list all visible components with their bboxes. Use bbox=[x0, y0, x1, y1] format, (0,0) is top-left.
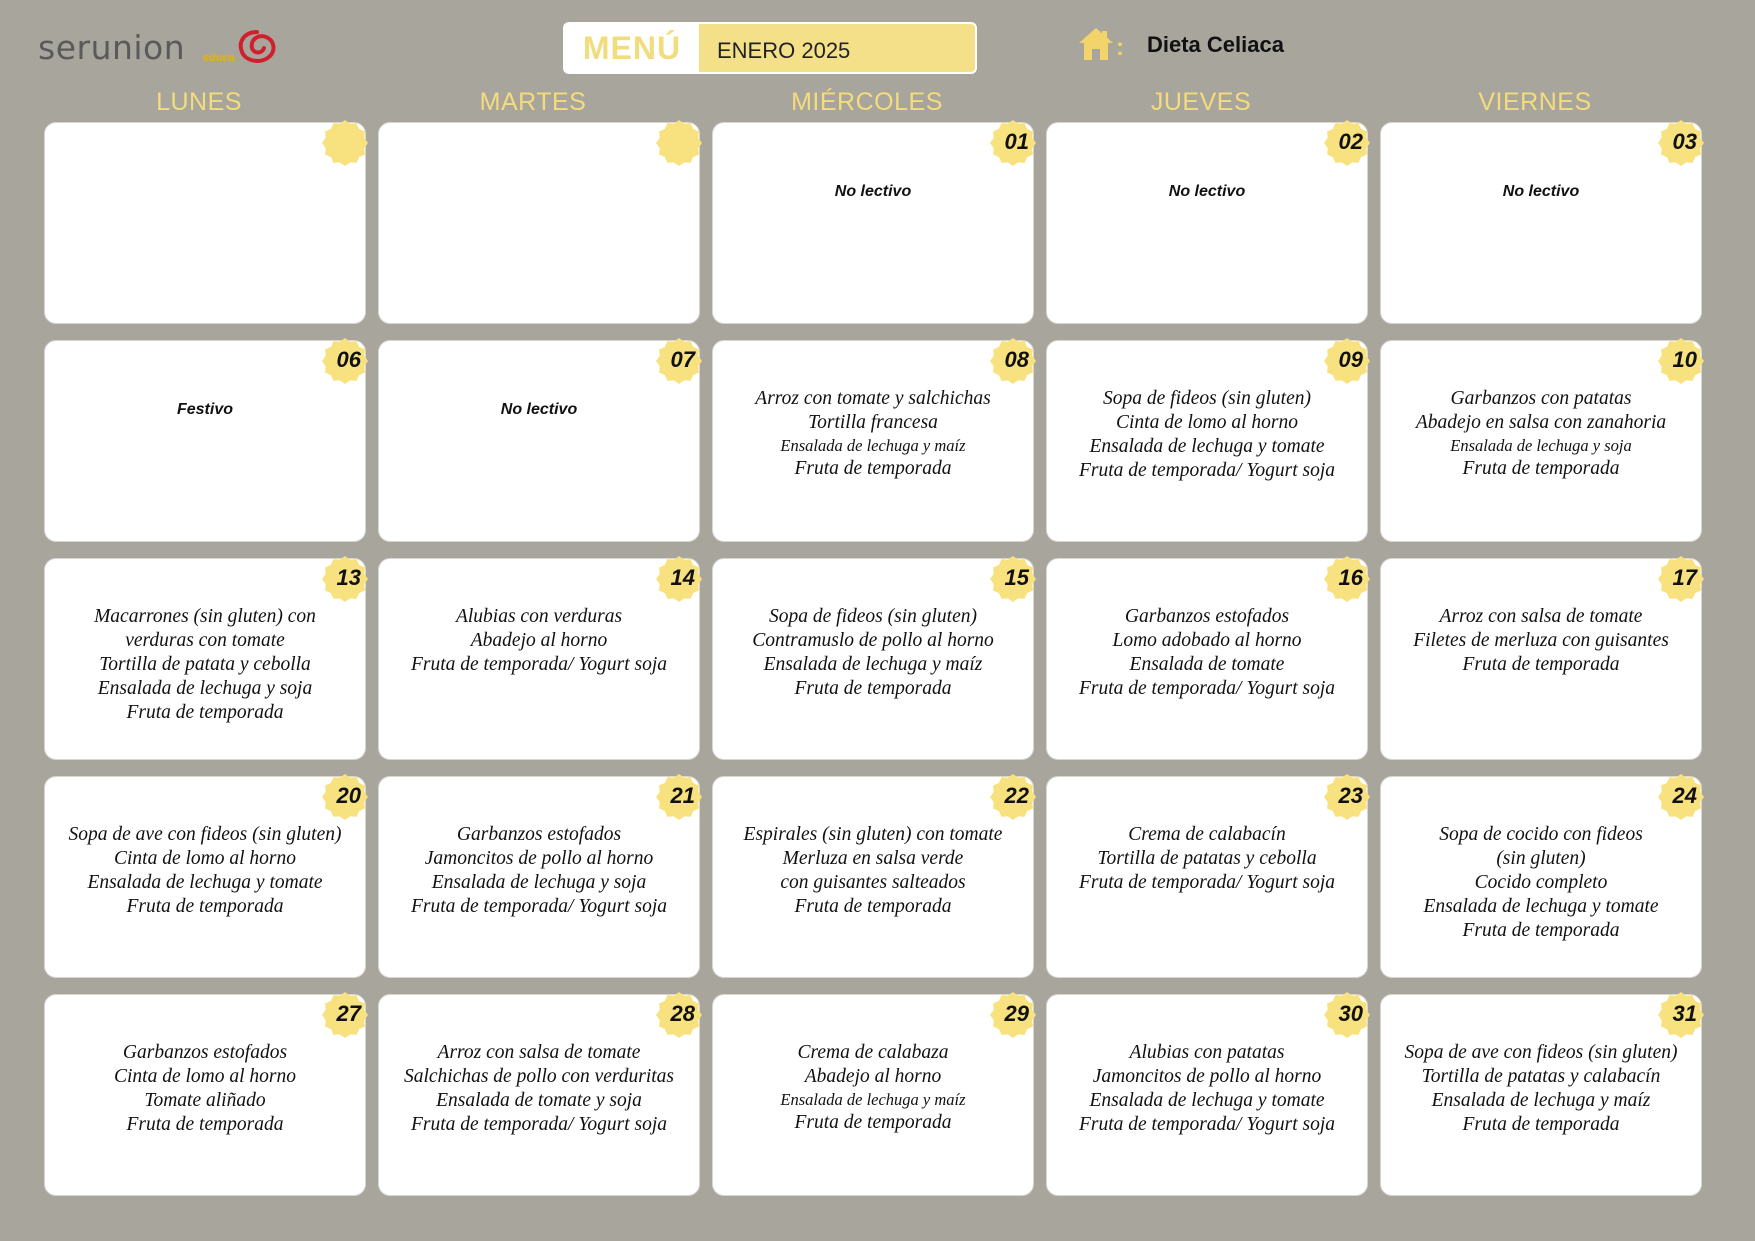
day-badge bbox=[1323, 337, 1371, 385]
day-cell bbox=[1046, 558, 1368, 760]
menu-items bbox=[385, 823, 693, 919]
menu-item: Garbanzos con patatas bbox=[1450, 388, 1632, 409]
menu-item: Fruta de temporada bbox=[1462, 458, 1620, 479]
day-number: 06 bbox=[336, 347, 361, 372]
day-badge bbox=[1323, 773, 1371, 821]
menu-item: Arroz con salsa de tomate bbox=[1439, 606, 1643, 627]
menu-item: Ensalada de tomate bbox=[1129, 654, 1285, 675]
menu-item: Jamoncitos de pollo al horno bbox=[1092, 1066, 1322, 1087]
day-badge bbox=[655, 991, 703, 1039]
day-cell bbox=[1380, 776, 1702, 978]
day-badge bbox=[321, 991, 369, 1039]
day-note: No lectivo bbox=[834, 183, 912, 200]
menu-item: Lomo adobado al horno bbox=[1112, 630, 1302, 651]
menu-item: Ensalada de tomate y soja bbox=[436, 1090, 642, 1111]
day-badge bbox=[1323, 555, 1371, 603]
menu-label: MENÚ bbox=[582, 29, 682, 66]
menu-items bbox=[1053, 1041, 1361, 1137]
menu-item: Tortilla francesa bbox=[808, 412, 938, 433]
menu-item: Fruta de temporada bbox=[1462, 920, 1620, 941]
day-cell bbox=[712, 558, 1034, 760]
day-number: 23 bbox=[1338, 783, 1363, 808]
day-note: No lectivo bbox=[1168, 183, 1246, 200]
day-badge bbox=[989, 991, 1037, 1039]
menu-item: Ensalada de lechuga y soja bbox=[97, 678, 313, 699]
day-cell bbox=[44, 122, 366, 324]
menu-item: Alubias con patatas bbox=[1129, 1042, 1285, 1063]
menu-item: Sopa de ave con fideos (sin gluten) bbox=[68, 824, 342, 845]
menu-item: Garbanzos estofados bbox=[456, 824, 622, 845]
menu-item: Salchichas de pollo con verduritas bbox=[403, 1066, 675, 1087]
menu-item: Fruta de temporada bbox=[794, 896, 952, 917]
menu-items bbox=[1387, 823, 1695, 943]
menu-items bbox=[719, 387, 1027, 481]
day-cell bbox=[378, 558, 700, 760]
menu-items bbox=[1387, 387, 1695, 481]
day-cell bbox=[1380, 994, 1702, 1196]
menu-item: Tomate aliñado bbox=[144, 1090, 266, 1111]
menu-item: (sin gluten) bbox=[1496, 848, 1586, 869]
day-badge bbox=[989, 773, 1037, 821]
menu-items bbox=[51, 1041, 359, 1137]
menu-item: Fruta de temporada bbox=[126, 702, 284, 723]
menu-item: Jamoncitos de pollo al horno bbox=[424, 848, 654, 869]
weekday-2: MIÉRCOLES bbox=[791, 88, 943, 116]
day-number: 02 bbox=[1338, 129, 1363, 154]
menu-items bbox=[1053, 823, 1361, 895]
menu-items bbox=[1387, 1041, 1695, 1137]
menu-item: Fruta de temporada bbox=[126, 1114, 284, 1135]
menu-item: Crema de calabacín bbox=[1128, 824, 1286, 845]
menu-item: Arroz con salsa de tomate bbox=[437, 1042, 641, 1063]
day-note: No lectivo bbox=[500, 401, 578, 418]
day-number: 27 bbox=[336, 1001, 361, 1026]
menu-item: Cinta de lomo al horno bbox=[1115, 412, 1298, 433]
home-icon bbox=[1077, 26, 1115, 62]
day-note: No lectivo bbox=[1502, 183, 1580, 200]
menu-item: Tortilla de patatas y calabacín bbox=[1421, 1066, 1661, 1087]
weekday-header bbox=[44, 88, 1704, 120]
day-cell bbox=[1380, 558, 1702, 760]
day-number: 15 bbox=[1004, 565, 1029, 590]
day-badge bbox=[321, 773, 369, 821]
menu-item: Sopa de ave con fideos (sin gluten) bbox=[1404, 1042, 1678, 1063]
day-badge bbox=[655, 119, 703, 167]
menu-item: Sopa de cocido con fideos bbox=[1439, 824, 1643, 845]
day-number: 29 bbox=[1004, 1001, 1029, 1026]
day-cell bbox=[378, 340, 700, 542]
menu-item: Garbanzos estofados bbox=[1124, 606, 1290, 627]
menu-item: Fruta de temporada bbox=[1462, 654, 1620, 675]
menu-item: Ensalada de lechuga y maíz bbox=[780, 436, 966, 455]
menu-item: Ensalada de lechuga y tomate bbox=[87, 872, 323, 893]
weekday-4: VIERNES bbox=[1478, 88, 1592, 116]
day-badge bbox=[655, 773, 703, 821]
menu-item: Ensalada de lechuga y tomate bbox=[1423, 896, 1659, 917]
menu-item: Fruta de temporada bbox=[1462, 1114, 1620, 1135]
menu-item: Fruta de temporada/ Yogurt soja bbox=[1078, 1114, 1336, 1135]
menu-items bbox=[719, 1041, 1027, 1135]
menu-item: Fruta de temporada/ Yogurt soja bbox=[1078, 460, 1336, 481]
menu-item: Fruta de temporada bbox=[794, 678, 952, 699]
day-number: 14 bbox=[670, 565, 695, 590]
day-cell bbox=[44, 558, 366, 760]
menu-item: Ensalada de lechuga y maíz bbox=[1431, 1090, 1651, 1111]
menu-item: con guisantes salteados bbox=[780, 872, 966, 893]
menu-items bbox=[51, 823, 359, 919]
logo-rose-icon bbox=[234, 28, 280, 68]
day-badge bbox=[1323, 119, 1371, 167]
menu-item: Fruta de temporada/ Yogurt soja bbox=[1078, 872, 1336, 893]
menu-item: Sopa de fideos (sin gluten) bbox=[769, 606, 977, 627]
menu-items bbox=[1387, 605, 1695, 677]
menu-item: Ensalada de lechuga y soja bbox=[431, 872, 647, 893]
day-number: 24 bbox=[1672, 783, 1697, 808]
day-cell bbox=[1380, 122, 1702, 324]
day-cell bbox=[44, 776, 366, 978]
menu-items bbox=[385, 605, 693, 677]
day-cell bbox=[44, 340, 366, 542]
logo-sub: educa bbox=[203, 52, 235, 64]
day-cell bbox=[712, 994, 1034, 1196]
menu-item: Abadejo al horno bbox=[804, 1066, 942, 1087]
day-number: 01 bbox=[1004, 129, 1029, 154]
menu-item: Merluza en salsa verde bbox=[782, 848, 964, 869]
menu-items bbox=[385, 1041, 693, 1137]
day-cell bbox=[378, 122, 700, 324]
menu-item: Fruta de temporada/ Yogurt soja bbox=[410, 1114, 668, 1135]
day-badge bbox=[655, 555, 703, 603]
menu-items bbox=[51, 605, 359, 725]
day-number: 03 bbox=[1672, 129, 1697, 154]
menu-item: Garbanzos estofados bbox=[122, 1042, 288, 1063]
day-number: 30 bbox=[1338, 1001, 1363, 1026]
day-badge bbox=[989, 119, 1037, 167]
menu-items bbox=[1053, 387, 1361, 483]
menu-item: Fruta de temporada bbox=[126, 896, 284, 917]
menu-item: Arroz con tomate y salchichas bbox=[755, 388, 991, 409]
day-badge bbox=[989, 555, 1037, 603]
logo-text: serunion bbox=[38, 27, 186, 67]
day-cell bbox=[1046, 122, 1368, 324]
day-cell bbox=[1046, 340, 1368, 542]
day-number: 09 bbox=[1338, 347, 1363, 372]
menu-item: Contramuslo de pollo al horno bbox=[752, 630, 994, 651]
day-cell bbox=[378, 776, 700, 978]
day-badge bbox=[1657, 773, 1705, 821]
menu-items bbox=[719, 605, 1027, 701]
menu-item: Alubias con verduras bbox=[455, 606, 623, 627]
menu-item: Abadejo al horno bbox=[470, 630, 608, 651]
day-badge bbox=[1323, 991, 1371, 1039]
day-cell bbox=[712, 776, 1034, 978]
menu-item: Fruta de temporada bbox=[794, 458, 952, 479]
day-badge bbox=[655, 337, 703, 385]
menu-item: Filetes de merluza con guisantes bbox=[1413, 630, 1669, 651]
menu-item: Macarrones (sin gluten) con bbox=[94, 606, 316, 627]
day-cell bbox=[712, 122, 1034, 324]
day-cell bbox=[712, 340, 1034, 542]
menu-item: Cinta de lomo al horno bbox=[113, 1066, 296, 1087]
menu-item: Crema de calabaza bbox=[797, 1042, 949, 1063]
menu-item: Ensalada de lechuga y maíz bbox=[780, 1090, 966, 1109]
badge-flower-icon bbox=[655, 119, 703, 167]
day-badge bbox=[1657, 337, 1705, 385]
weekday-0: LUNES bbox=[156, 88, 242, 116]
day-badge bbox=[1657, 119, 1705, 167]
menu-item: Tortilla de patatas y cebolla bbox=[1097, 848, 1317, 869]
day-badge bbox=[321, 119, 369, 167]
day-number: 08 bbox=[1004, 347, 1029, 372]
day-number: 28 bbox=[670, 1001, 695, 1026]
day-number: 21 bbox=[670, 783, 695, 808]
menu-item: Fruta de temporada/ Yogurt soja bbox=[410, 896, 668, 917]
menu-items bbox=[1053, 605, 1361, 701]
menu-item: Ensalada de lechuga y tomate bbox=[1089, 1090, 1325, 1111]
day-number: 17 bbox=[1672, 565, 1697, 590]
menu-item: Ensalada de lechuga y soja bbox=[1450, 436, 1632, 455]
badge-flower-icon bbox=[321, 119, 369, 167]
menu-title-box bbox=[563, 22, 977, 74]
menu-item: Sopa de fideos (sin gluten) bbox=[1103, 388, 1311, 409]
day-number: 31 bbox=[1672, 1001, 1697, 1026]
day-badge bbox=[321, 555, 369, 603]
menu-item: Ensalada de lechuga y tomate bbox=[1089, 436, 1325, 457]
serunion-logo bbox=[38, 22, 235, 72]
menu-item: Cinta de lomo al horno bbox=[113, 848, 296, 869]
day-cell bbox=[378, 994, 700, 1196]
day-cell bbox=[1380, 340, 1702, 542]
menu-item: Abadejo en salsa con zanahoria bbox=[1415, 412, 1667, 433]
diet-label: Dieta Celiaca bbox=[1147, 32, 1284, 57]
day-note: Festivo bbox=[176, 401, 233, 418]
day-number: 13 bbox=[336, 565, 361, 590]
weekday-1: MARTES bbox=[479, 88, 587, 116]
day-badge bbox=[989, 337, 1037, 385]
day-cell bbox=[44, 994, 366, 1196]
menu-item: Tortilla de patata y cebolla bbox=[99, 654, 311, 675]
day-cell bbox=[1046, 776, 1368, 978]
day-number: 20 bbox=[336, 783, 361, 808]
menu-item: Fruta de temporada/ Yogurt soja bbox=[1078, 678, 1336, 699]
menu-month: ENERO 2025 bbox=[699, 24, 975, 72]
day-number: 07 bbox=[670, 347, 695, 372]
menu-item: verduras con tomate bbox=[125, 630, 285, 651]
menu-item: Cocido completo bbox=[1474, 872, 1608, 893]
menu-item: Fruta de temporada/ Yogurt soja bbox=[410, 654, 668, 675]
menu-item: Ensalada de lechuga y maíz bbox=[763, 654, 983, 675]
menu-items bbox=[719, 823, 1027, 919]
day-number: 10 bbox=[1672, 347, 1697, 372]
day-cell bbox=[1046, 994, 1368, 1196]
menu-item: Fruta de temporada bbox=[794, 1112, 952, 1133]
day-badge bbox=[1657, 991, 1705, 1039]
day-badge bbox=[1657, 555, 1705, 603]
day-badge bbox=[321, 337, 369, 385]
header bbox=[0, 0, 1755, 90]
menu-item: Espirales (sin gluten) con tomate bbox=[743, 824, 1003, 845]
home-colon: : bbox=[1116, 34, 1124, 61]
day-number: 22 bbox=[1004, 783, 1029, 808]
weekday-3: JUEVES bbox=[1150, 88, 1252, 116]
day-number: 16 bbox=[1338, 565, 1363, 590]
